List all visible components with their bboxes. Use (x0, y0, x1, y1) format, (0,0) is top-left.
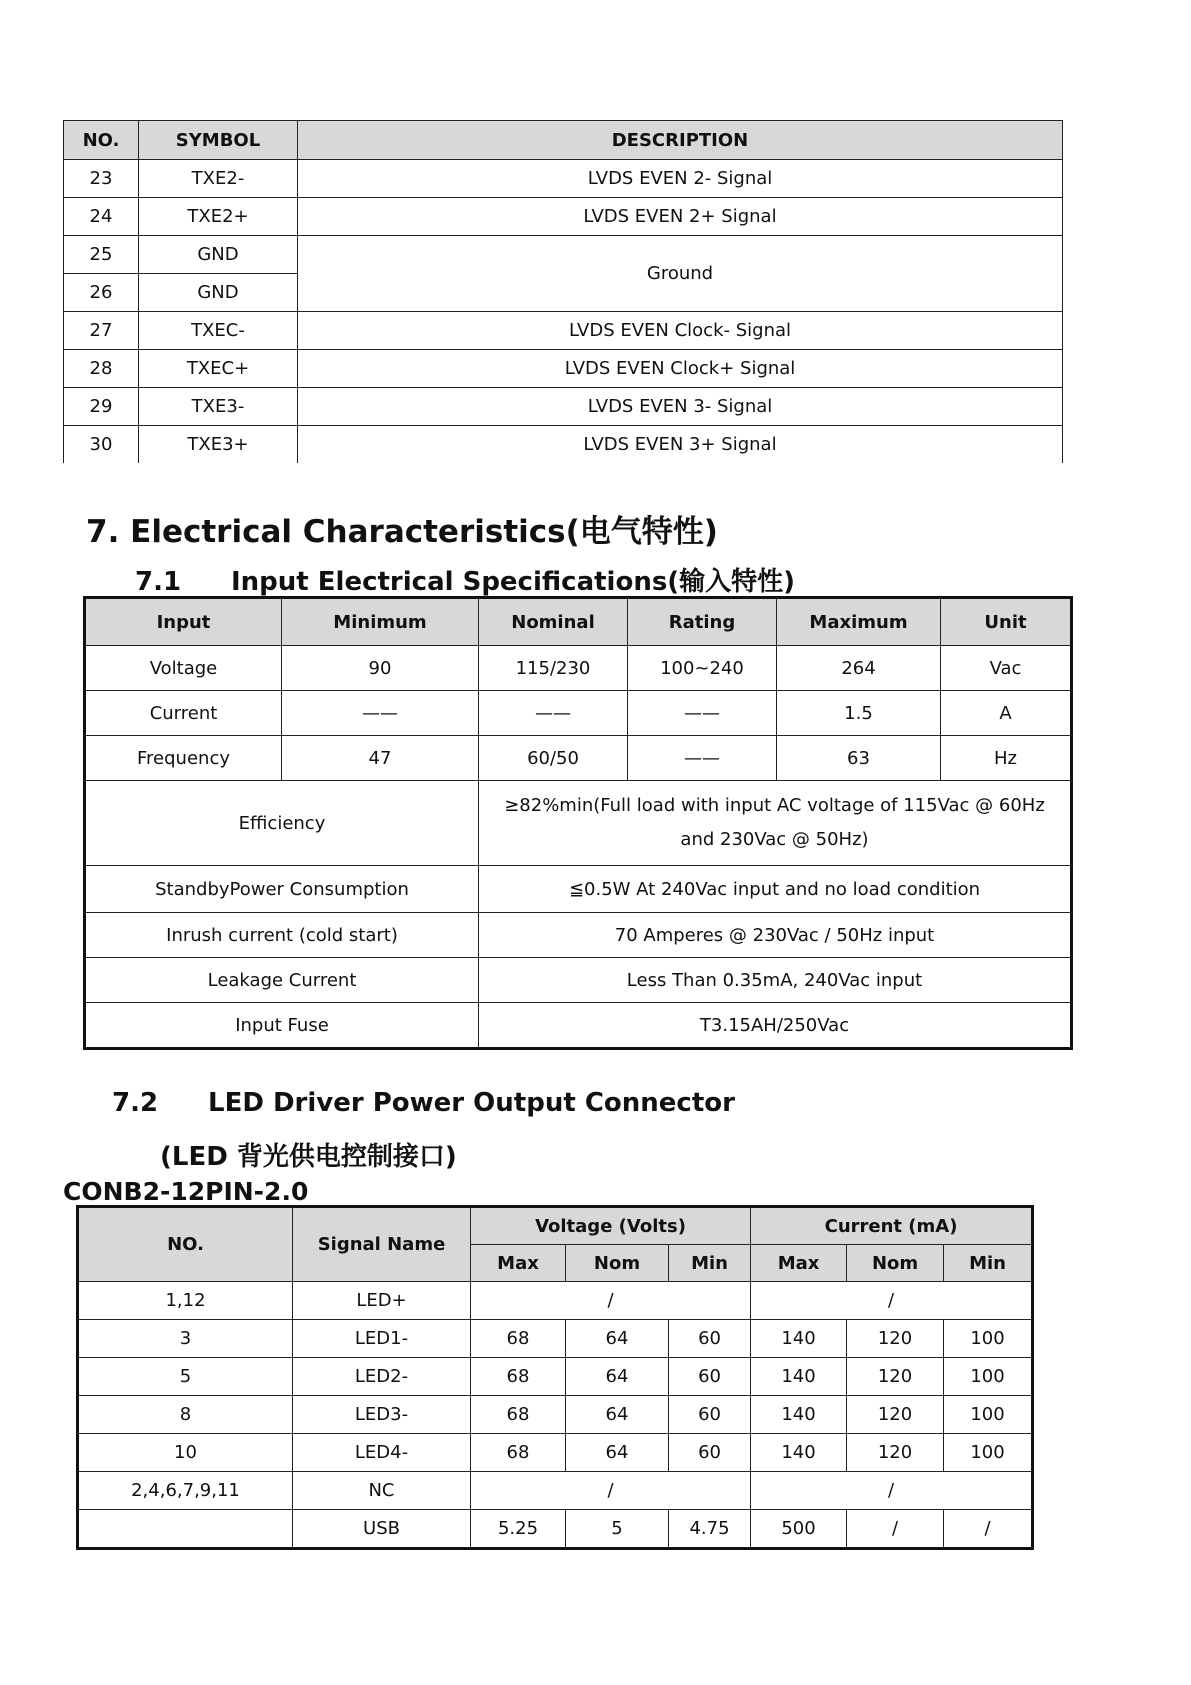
efficiency-label: Efficiency (85, 781, 479, 866)
table-cell: 68 (471, 1320, 566, 1358)
cell-description: LVDS EVEN Clock- Signal (298, 312, 1063, 350)
fuse-label: Input Fuse (85, 1003, 479, 1049)
table-cell: 10 (78, 1434, 293, 1472)
efficiency-value (479, 781, 1072, 866)
subsection-title: LED Driver Power Output Connector (208, 1088, 735, 1118)
input-spec-table (83, 596, 1073, 1050)
table-header-row (78, 1207, 1033, 1245)
section-heading: 7. Electrical Characteristics(电气特性) (86, 514, 718, 550)
table-cell: 120 (847, 1320, 944, 1358)
cell-symbol: TXE2- (139, 160, 298, 198)
standby-value: ≦0.5W At 240Vac input and no load condition (479, 866, 1072, 913)
cell-no: 27 (64, 312, 139, 350)
subsection-number: 7.1 (135, 567, 182, 597)
pin-table (63, 120, 1063, 463)
cell-no: 25 (64, 236, 139, 274)
column-header: Signal Name (293, 1207, 471, 1282)
table-cell: 100 (944, 1358, 1033, 1396)
column-subheader: Nom (566, 1245, 669, 1282)
subsection-heading (135, 561, 795, 598)
led-output-table (76, 1205, 1034, 1550)
table-cell: —— (282, 691, 479, 736)
cell-no: 26 (64, 274, 139, 312)
cell-description: LVDS EVEN 2- Signal (298, 160, 1063, 198)
table-row (64, 388, 1063, 426)
table-row (85, 913, 1072, 958)
table-cell: LED3- (293, 1396, 471, 1434)
column-subheader: Max (471, 1245, 566, 1282)
cell-description: LVDS EVEN 3+ Signal (298, 426, 1063, 464)
table-cell: 68 (471, 1434, 566, 1472)
table-row (85, 958, 1072, 1003)
table-cell: USB (293, 1510, 471, 1549)
table-cell: 60 (669, 1358, 751, 1396)
table-cell: 1.5 (777, 691, 941, 736)
table-row (85, 781, 1072, 866)
table-cell: / (471, 1472, 751, 1510)
table-header-row (64, 121, 1063, 160)
leakage-label: Leakage Current (85, 958, 479, 1003)
column-header: Input (85, 598, 282, 646)
table-cell: 100~240 (628, 646, 777, 691)
table-cell: 64 (566, 1396, 669, 1434)
cell-symbol: TXE3- (139, 388, 298, 426)
cell-no: 30 (64, 426, 139, 464)
cell-symbol: TXEC+ (139, 350, 298, 388)
column-header: SYMBOL (139, 121, 298, 160)
table-row (78, 1320, 1033, 1358)
cell-no: 28 (64, 350, 139, 388)
table-row (78, 1434, 1033, 1472)
table-cell: Current (85, 691, 282, 736)
cell-symbol: TXE2+ (139, 198, 298, 236)
table-cell: 68 (471, 1358, 566, 1396)
table-row (85, 866, 1072, 913)
table-cell: 68 (471, 1396, 566, 1434)
table-cell: 140 (751, 1358, 847, 1396)
table-cell: NC (293, 1472, 471, 1510)
table-cell: 60 (669, 1396, 751, 1434)
column-subheader: Min (944, 1245, 1033, 1282)
table-cell: —— (628, 736, 777, 781)
table-cell: 64 (566, 1358, 669, 1396)
connector-label: CONB2-12PIN-2.0 (63, 1177, 309, 1206)
column-subheader: Nom (847, 1245, 944, 1282)
table-cell: Frequency (85, 736, 282, 781)
table-cell: LED4- (293, 1434, 471, 1472)
cell-symbol: GND (139, 274, 298, 312)
table-row (78, 1396, 1033, 1434)
table-cell: —— (479, 691, 628, 736)
inrush-label: Inrush current (cold start) (85, 913, 479, 958)
table-cell: 140 (751, 1320, 847, 1358)
cell-symbol: TXEC- (139, 312, 298, 350)
column-header: Nominal (479, 598, 628, 646)
column-subheader: Min (669, 1245, 751, 1282)
standby-label: StandbyPower Consumption (85, 866, 479, 913)
cell-no: 24 (64, 198, 139, 236)
column-subheader: Max (751, 1245, 847, 1282)
table-cell: 4.75 (669, 1510, 751, 1549)
column-header: Unit (941, 598, 1072, 646)
cell-symbol: TXE3+ (139, 426, 298, 464)
table-cell: Voltage (85, 646, 282, 691)
table-cell: 1,12 (78, 1282, 293, 1320)
table-cell: 264 (777, 646, 941, 691)
table-row (85, 646, 1072, 691)
table-row (78, 1472, 1033, 1510)
column-header: Rating (628, 598, 777, 646)
table-cell: 63 (777, 736, 941, 781)
table-cell: 64 (566, 1434, 669, 1472)
efficiency-line: and 230Vac @ 50Hz) (680, 829, 869, 850)
table-row (85, 691, 1072, 736)
table-cell: 5 (78, 1358, 293, 1396)
table-cell: / (751, 1282, 1033, 1320)
table-cell: 100 (944, 1396, 1033, 1434)
table-row (78, 1510, 1033, 1549)
table-cell: 100 (944, 1320, 1033, 1358)
subsection-subtitle: (LED 背光供电控制接口) (160, 1142, 457, 1172)
table-row (64, 160, 1063, 198)
efficiency-line: ≥82%min(Full load with input AC voltage of 115Vac @ 60Hz (504, 795, 1045, 816)
table-cell: 60 (669, 1320, 751, 1358)
table-cell: 120 (847, 1396, 944, 1434)
table-cell: 60 (669, 1434, 751, 1472)
table-cell: 64 (566, 1320, 669, 1358)
table-row (85, 736, 1072, 781)
subsection-number: 7.2 (112, 1088, 159, 1118)
table-cell: 500 (751, 1510, 847, 1549)
table-row (64, 350, 1063, 388)
table-cell: 120 (847, 1358, 944, 1396)
column-header: Minimum (282, 598, 479, 646)
column-header: NO. (64, 121, 139, 160)
table-row (78, 1358, 1033, 1396)
table-cell: 120 (847, 1434, 944, 1472)
table-cell: 60/50 (479, 736, 628, 781)
table-cell: 140 (751, 1434, 847, 1472)
column-header: NO. (78, 1207, 293, 1282)
table-cell: / (751, 1472, 1033, 1510)
table-cell: 8 (78, 1396, 293, 1434)
table-cell (78, 1510, 293, 1549)
table-cell: 2,4,6,7,9,11 (78, 1472, 293, 1510)
table-cell: 5 (566, 1510, 669, 1549)
table-cell: LED+ (293, 1282, 471, 1320)
table-header-row (85, 598, 1072, 646)
table-row (78, 1282, 1033, 1320)
table-row (64, 312, 1063, 350)
table-cell: 140 (751, 1396, 847, 1434)
table-cell: Vac (941, 646, 1072, 691)
table-row (85, 1003, 1072, 1049)
subsection-heading (112, 1088, 735, 1118)
cell-no: 23 (64, 160, 139, 198)
table-cell: 90 (282, 646, 479, 691)
subsection-title: Input Electrical Specifications(输入特性) (231, 567, 796, 597)
table-cell: / (944, 1510, 1033, 1549)
column-header: Current (mA) (751, 1207, 1033, 1245)
table-cell: / (847, 1510, 944, 1549)
column-header: Maximum (777, 598, 941, 646)
column-header: DESCRIPTION (298, 121, 1063, 160)
table-cell: —— (628, 691, 777, 736)
cell-no: 29 (64, 388, 139, 426)
table-cell: 47 (282, 736, 479, 781)
table-row (64, 198, 1063, 236)
table-cell: Hz (941, 736, 1072, 781)
table-cell: 115/230 (479, 646, 628, 691)
inrush-value: 70 Amperes @ 230Vac / 50Hz input (479, 913, 1072, 958)
table-row (64, 426, 1063, 464)
table-cell: LED2- (293, 1358, 471, 1396)
leakage-value: Less Than 0.35mA, 240Vac input (479, 958, 1072, 1003)
cell-description: LVDS EVEN 2+ Signal (298, 198, 1063, 236)
cell-description: LVDS EVEN Clock+ Signal (298, 350, 1063, 388)
table-cell: / (471, 1282, 751, 1320)
fuse-value: T3.15AH/250Vac (479, 1003, 1072, 1049)
cell-description: Ground (298, 236, 1063, 312)
table-row (64, 236, 1063, 274)
column-header: Voltage (Volts) (471, 1207, 751, 1245)
table-cell: 3 (78, 1320, 293, 1358)
cell-description: LVDS EVEN 3- Signal (298, 388, 1063, 426)
table-cell: A (941, 691, 1072, 736)
table-cell: LED1- (293, 1320, 471, 1358)
cell-symbol: GND (139, 236, 298, 274)
table-cell: 5.25 (471, 1510, 566, 1549)
table-cell: 100 (944, 1434, 1033, 1472)
